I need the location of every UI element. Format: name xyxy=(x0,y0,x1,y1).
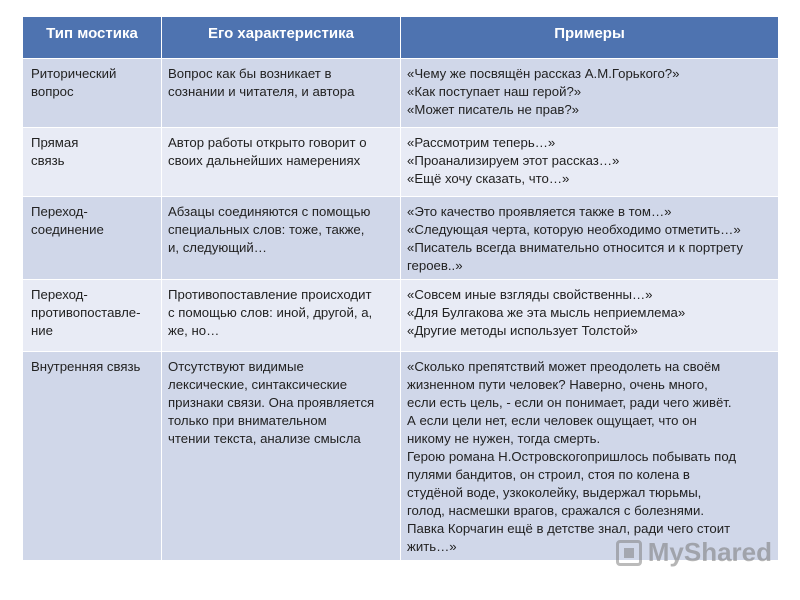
bridge-types-table xyxy=(22,16,779,561)
cell-text-line: «Ещё хочу сказать, что…» xyxy=(407,171,570,186)
watermark-text: MyShared xyxy=(647,537,772,567)
header-type: Тип мостика xyxy=(23,17,162,59)
cell-characteristic xyxy=(162,280,401,352)
cell-type xyxy=(23,128,162,197)
cell-examples xyxy=(401,59,779,128)
cell-text-line: «Писатель всегда внимательно относится и к портрету xyxy=(407,240,743,255)
header-examples: Примеры xyxy=(401,17,779,59)
cell-text-line: только при внимательном xyxy=(168,413,327,428)
cell-type xyxy=(23,59,162,128)
cell-text-line: если есть цель, - если он понимает, ради чего живёт. xyxy=(407,395,732,410)
cell-text-line: «Рассмотрим теперь…» xyxy=(407,135,556,150)
cell-text-line: Прямая xyxy=(31,135,79,150)
cell-text-line: Риторический xyxy=(31,66,117,81)
table-row xyxy=(23,352,779,561)
cell-text-line: «Для Булгакова же эта мысль неприемлема» xyxy=(407,305,686,320)
cell-text-line: «Может писатель не прав?» xyxy=(407,102,580,117)
cell-text-line: Переход- xyxy=(31,204,88,219)
cell-text-line: «Другие методы использует Толстой» xyxy=(407,323,638,338)
cell-text-line: своих дальнейших намерениях xyxy=(168,153,361,168)
cell-text-line: противопоставле- xyxy=(31,305,141,320)
cell-text-line: студёной воде, узкоколейку, выдержал тюрьмы, xyxy=(407,485,702,500)
cell-text-line: голод, насмешки врагов, сражался с болезнями. xyxy=(407,503,705,518)
cell-text-line: соединение xyxy=(31,222,104,237)
cell-text-line: связь xyxy=(31,153,65,168)
cell-text-line: Автор работы открыто говорит о xyxy=(168,135,367,150)
table-row xyxy=(23,59,779,128)
cell-characteristic xyxy=(162,128,401,197)
cell-type xyxy=(23,352,162,561)
table-row xyxy=(23,280,779,352)
cell-text-line: вопрос xyxy=(31,84,74,99)
table-header-row xyxy=(23,17,779,59)
cell-text-line: Переход- xyxy=(31,287,88,302)
cell-text-line: специальных слов: тоже, также, xyxy=(168,222,365,237)
cell-text-line: лексические, синтаксические xyxy=(168,377,348,392)
cell-text-line: «Чему же посвящён рассказ А.М.Горького?» xyxy=(407,66,680,81)
cell-text-line: Противопоставление происходит xyxy=(168,287,372,302)
cell-examples xyxy=(401,197,779,280)
cell-text-line: Внутренняя связь xyxy=(31,359,141,374)
cell-text-line: с помощью слов: иной, другой, а, xyxy=(168,305,373,320)
cell-type xyxy=(23,280,162,352)
cell-text-line: «Как поступает наш герой?» xyxy=(407,84,582,99)
cell-text-line: Отсутствуют видимые xyxy=(168,359,304,374)
cell-characteristic xyxy=(162,197,401,280)
cell-examples xyxy=(401,128,779,197)
cell-text-line: Герою романа Н.Островскогопришлось побывать под xyxy=(407,449,737,464)
cell-text-line: А если цели нет, если человек ощущает, что он xyxy=(407,413,697,428)
table-row xyxy=(23,197,779,280)
cell-text-line: «Проанализируем этот рассказ…» xyxy=(407,153,620,168)
cell-text-line: жизненном пути человек? Наверно, очень много, xyxy=(407,377,708,392)
cell-text-line: и, следующий… xyxy=(168,240,267,255)
cell-text-line: «Сколько препятствий может преодолеть на своём xyxy=(407,359,721,374)
cell-characteristic xyxy=(162,352,401,561)
header-characteristic: Его характеристика xyxy=(162,17,401,59)
cell-text-line: пулями бандитов, он строил, стоя по колена в xyxy=(407,467,690,482)
cell-examples xyxy=(401,352,779,561)
cell-text-line: «Это качество проявляется также в том…» xyxy=(407,204,672,219)
cell-text-line: же, но… xyxy=(168,323,220,338)
cell-text-line: жить…» xyxy=(407,539,457,554)
cell-text-line: Павка Корчагин ещё в детстве знал, ради чего стоит xyxy=(407,521,731,536)
cell-text-line: признаки связи. Она проявляется xyxy=(168,395,375,410)
cell-text-line: Вопрос как бы возникает в xyxy=(168,66,332,81)
cell-text-line: никому не нужен, тогда смерть. xyxy=(407,431,601,446)
cell-type xyxy=(23,197,162,280)
table-row xyxy=(23,128,779,197)
cell-text-line: ние xyxy=(31,323,53,338)
cell-text-line: чтении текста, анализе смысла xyxy=(168,431,361,446)
cell-text-line: «Совсем иные взгляды свойственны…» xyxy=(407,287,653,302)
cell-text-line: Абзацы соединяются с помощью xyxy=(168,204,371,219)
cell-characteristic xyxy=(162,59,401,128)
cell-examples xyxy=(401,280,779,352)
cell-text-line: героев..» xyxy=(407,258,463,273)
cell-text-line: «Следующая черта, которую необходимо отметить…» xyxy=(407,222,741,237)
bridge-types-table-container xyxy=(22,16,778,561)
cell-text-line: сознании и читателя, и автора xyxy=(168,84,355,99)
